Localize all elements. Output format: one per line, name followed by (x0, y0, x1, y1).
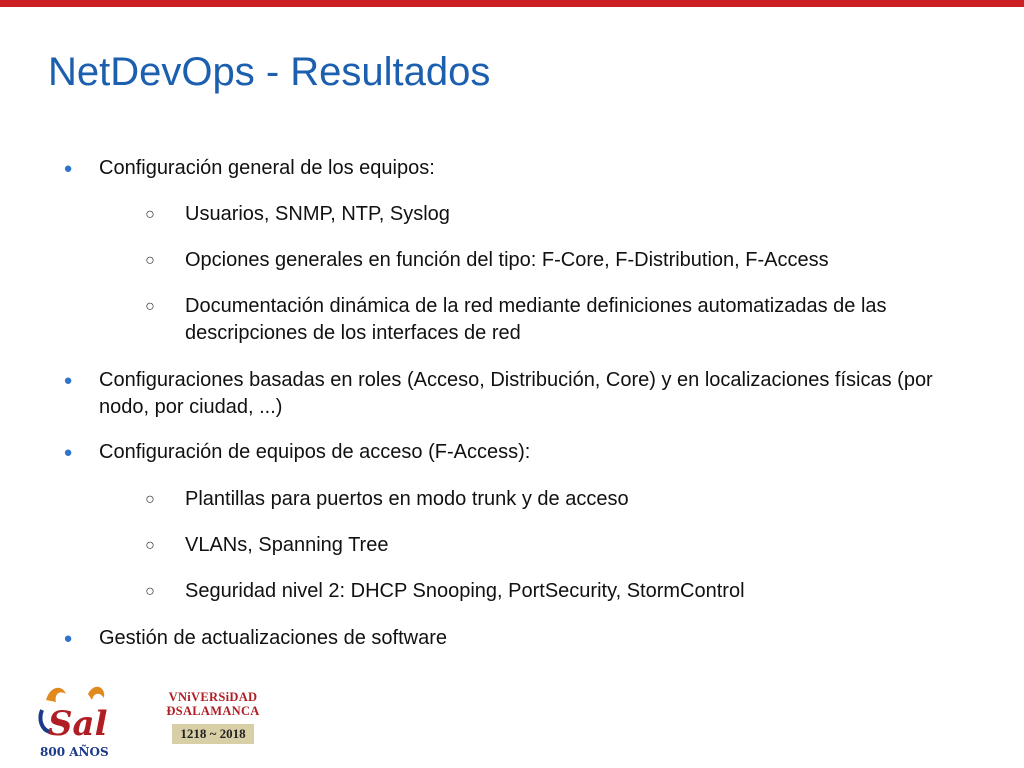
slide-title: NetDevOps - Resultados (48, 50, 491, 94)
bullet-text: Configuración de equipos de acceso (F-Access): (99, 441, 531, 463)
bullet-marker: ● (63, 630, 73, 647)
sub-bullet-marker: ○ (145, 537, 155, 554)
sub-bullet-marker: ○ (145, 252, 155, 269)
bullet-text: Configuraciones basadas en roles (Acceso, Distribución, Core) y en localizaciones físicas (por nodo, por ciudad, ...) (99, 369, 933, 418)
usal-800-anniversary-logo (36, 680, 118, 760)
sub-bullet-text: Seguridad nivel 2: DHCP Snooping, PortSecurity, StormControl (185, 580, 745, 602)
usal-logo-subtext: 800 AÑOS (40, 745, 109, 759)
sub-bullet-marker: ○ (145, 298, 155, 315)
bullet-text: Configuración general de los equipos: (99, 157, 435, 179)
top-accent-bar (0, 0, 1024, 7)
sub-bullet-text: VLANs, Spanning Tree (185, 534, 389, 556)
sub-bullet-text: Opciones generales en función del tipo: F-Core, F-Distribution, F-Access (185, 249, 829, 271)
sub-bullet-marker: ○ (145, 491, 155, 508)
bullet-marker: ● (63, 160, 73, 177)
bullet-marker: ● (63, 444, 73, 461)
university-name-line2: ÐSALAMANCA (166, 704, 260, 718)
sub-bullet-text: Documentación dinámica de la red mediante definiciones automatizadas de las descripciones de los interfaces de red (185, 295, 887, 344)
universidad-salamanca-logo (158, 690, 268, 746)
usal-logo-text: Sal (48, 704, 108, 744)
sub-bullet-text: Plantillas para puertos en modo trunk y de acceso (185, 488, 629, 510)
bullet-marker: ● (63, 372, 73, 389)
university-name-line1: VNiVERSiDAD (168, 690, 258, 704)
sub-bullet-marker: ○ (145, 583, 155, 600)
sub-bullet-marker: ○ (145, 206, 155, 223)
bullet-text: Gestión de actualizaciones de software (99, 627, 447, 649)
university-years-badge: 1218 ~ 2018 (172, 724, 253, 744)
sub-bullet-text: Usuarios, SNMP, NTP, Syslog (185, 203, 450, 225)
